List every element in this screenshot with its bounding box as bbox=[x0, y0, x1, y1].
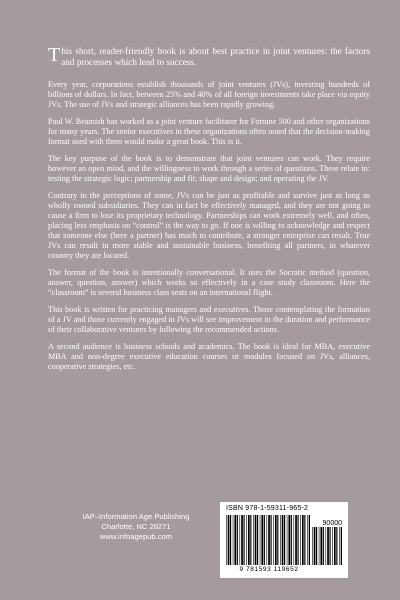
barcode-bar bbox=[327, 527, 329, 565]
barcode-bar bbox=[267, 515, 268, 565]
blurb-content bbox=[48, 46, 370, 379]
barcode-bar bbox=[253, 515, 254, 565]
barcode-bar bbox=[288, 515, 290, 565]
barcode-digits: 9 781593 119652 bbox=[239, 566, 299, 573]
barcode-bar bbox=[257, 515, 258, 565]
paragraph-format: The format of the book is intentionally conversational. It uses the Socratic method (question, answer, question, answer) which works so effectively in a case study classroom. Here the “classroom” is several business class seats on an international flight. bbox=[48, 268, 370, 297]
barcode-bar bbox=[336, 527, 337, 565]
barcode-bar bbox=[260, 515, 261, 565]
barcode-bar bbox=[237, 515, 238, 565]
barcode-bar bbox=[287, 515, 288, 565]
barcode-bar bbox=[277, 515, 278, 565]
barcode-bar bbox=[334, 527, 336, 565]
barcode-bar bbox=[307, 515, 308, 565]
barcode-bar bbox=[302, 515, 304, 565]
barcode-bar bbox=[319, 527, 320, 565]
barcode-addon bbox=[312, 527, 342, 565]
publisher-website: www.infoagepub.com bbox=[99, 531, 173, 541]
paragraph-purpose: The key purpose of the book is to demonstrate that joint ventures can work. They require however an open mind, and the willingness to work through a series of questions. These relate to: testing the strategic logic; partnership and fit; shape and design; and operating the JV. bbox=[48, 154, 370, 183]
barcode-bar bbox=[341, 527, 342, 565]
barcode-bar bbox=[255, 515, 257, 565]
paragraph-investment: Every year, corporations establish thousands of joint ventures (JVs), investing hundreds of billions of dollars. In fact, between 25% and 40% of all foreign investments take place via equity JVs. The use of JVs and strategic alliances has been rapidly growing. bbox=[48, 80, 370, 109]
paragraph-author: Paul W. Beamish has worked as a joint venture facilitator for Fortune 500 and other organizations for many years. The senior executives in these organizations often noted that the decision-making format used with them would make a great book. This is it. bbox=[48, 117, 370, 146]
barcode-bar bbox=[320, 527, 322, 565]
drop-cap: T bbox=[48, 44, 61, 66]
barcode-panel bbox=[220, 502, 348, 578]
barcode-bar bbox=[240, 515, 241, 565]
barcode-bar bbox=[250, 515, 251, 565]
barcode-bar bbox=[284, 515, 285, 565]
barcode-bar bbox=[233, 515, 234, 565]
barcode-bar bbox=[304, 515, 305, 565]
barcode-bar bbox=[330, 527, 331, 565]
barcode-bar bbox=[268, 515, 270, 565]
barcode-bar bbox=[291, 515, 292, 565]
barcode-bar bbox=[323, 527, 324, 565]
barcode-bar bbox=[326, 527, 327, 565]
barcode-bar bbox=[280, 515, 281, 565]
paragraph-audience-academics: A second audience is business schools and academics. The book is ideal for MBA, executive MBA and non-degree executive education courses or modules focused on JVs, alliances, cooperative strategies, etc. bbox=[48, 342, 370, 371]
publisher-location: Charlotte, NC 28271 bbox=[101, 521, 171, 531]
barcode-bar bbox=[316, 527, 317, 565]
barcode-bar bbox=[275, 515, 277, 565]
paragraph-perceptions: Contrary to the perceptions of some, JVs can be just as profitable and survive just as long as wholly owned subsidiaries. They can in fact be effectively managed, and they are not going to cause a firm to lose its proprietary technology. Partnerships can work extremely well, and often, placing less emphasis on “control” is the way to go. If one is willing to acknowledge and respect that someone else (here a partner) has much to contribute, a stronger enterprise can result. True JVs can result in more stable and sustainable business, benefiting all partners, in whatever country they are located. bbox=[48, 191, 370, 260]
barcode-bar bbox=[298, 515, 299, 565]
barcode-bar bbox=[300, 515, 301, 565]
lead-text: his short, reader-friendly book is about best practice in joint ventures: the factors and processes which lead to success. bbox=[61, 46, 370, 67]
barcode-graphic bbox=[226, 515, 310, 565]
publisher-info bbox=[76, 512, 196, 541]
barcode-bar bbox=[261, 515, 263, 565]
barcode-bar bbox=[248, 515, 250, 565]
barcode-bar bbox=[282, 515, 284, 565]
lead-paragraph bbox=[48, 46, 370, 68]
barcode-bar bbox=[264, 515, 265, 565]
barcode-bar bbox=[309, 515, 310, 565]
barcode-bar bbox=[271, 515, 272, 565]
barcode-bar bbox=[332, 527, 333, 565]
barcode-bar bbox=[241, 515, 243, 565]
publisher-name: IAP–Information Age Publishing bbox=[82, 512, 190, 521]
isbn-label: ISBN 978-1-59311-965-2 bbox=[226, 505, 309, 512]
barcode-bar bbox=[312, 527, 313, 565]
barcode-bar bbox=[244, 515, 245, 565]
barcode-bar bbox=[273, 515, 274, 565]
barcode-bar bbox=[295, 515, 297, 565]
barcode-bar bbox=[314, 527, 316, 565]
barcode-bar bbox=[294, 515, 295, 565]
barcode-bar bbox=[246, 515, 247, 565]
price-code: 90000 bbox=[322, 520, 342, 527]
barcode-bar bbox=[226, 515, 227, 565]
barcode-bar bbox=[230, 515, 231, 565]
barcode-bar bbox=[228, 515, 230, 565]
barcode-bar bbox=[339, 527, 340, 565]
barcode-bar bbox=[234, 515, 236, 565]
paragraph-audience-managers: This book is written for practicing managers and executives. Those contemplating the formation of a JV and those currently engaged in JVs will see improvement in the duration and performance of their collaborative ventures by following the recommended actions. bbox=[48, 305, 370, 334]
